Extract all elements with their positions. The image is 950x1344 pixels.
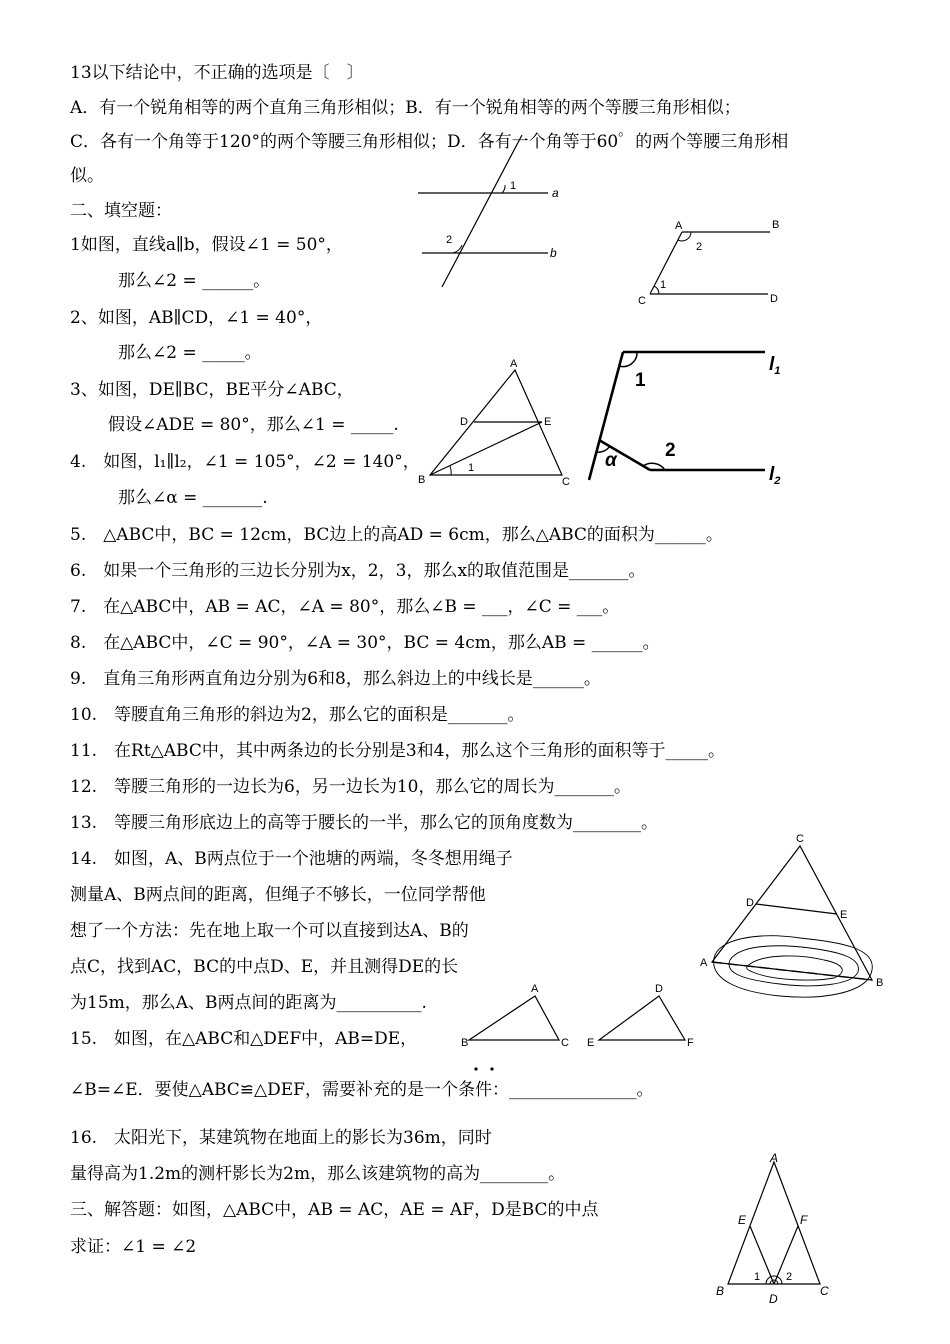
fig2-point-a-label: A bbox=[675, 220, 683, 232]
fill-q6: 6. 如果一个三角形的三边长分别为x，2，3，那么x的取值范围是_______。 bbox=[70, 561, 646, 581]
fill-q4-blank: 那么∠α = _______. bbox=[118, 488, 268, 508]
fig6-point-b-label: B bbox=[461, 1037, 469, 1049]
fig7-angle-1-label: 1 bbox=[754, 1271, 761, 1283]
fig7-point-e-label: E bbox=[738, 1213, 747, 1227]
fig6-point-f-label: F bbox=[687, 1037, 694, 1049]
fig2-angle-1-label: 1 bbox=[660, 279, 667, 291]
section-fill-in-heading: 二、填空题： bbox=[70, 201, 172, 221]
fill-q1-stem: 1如图，直线a∥b，假设∠1 = 50°， bbox=[70, 235, 343, 255]
figure-isosceles-proof bbox=[710, 1148, 840, 1306]
fig4-angle-1-label: 1 bbox=[635, 370, 646, 391]
fill-q10: 10. 等腰直角三角形的斜边为2，那么它的面积是_______。 bbox=[70, 705, 525, 725]
fig6-point-d-label: D bbox=[655, 983, 663, 995]
fill-q14-line1: 14. 如图，A、B两点位于一个池塘的两端，冬冬想用绳子 bbox=[70, 849, 513, 869]
fill-q4-stem: 4. 如图，l₁∥l₂，∠1 = 105°，∠2 = 140°， bbox=[70, 452, 420, 472]
fig1-angle-2-label: 2 bbox=[446, 234, 453, 246]
q13-options-cd: C．各有一个角等于120°的两个等腰三角形相似；D．各有一个角等于60゜的两个等腰三角形相 bbox=[70, 132, 789, 152]
fig1-line-a-label: a bbox=[552, 186, 559, 200]
fig7-angle-2-label: 2 bbox=[786, 1271, 793, 1283]
fig6-point-c-label: C bbox=[561, 1037, 569, 1049]
fill-q7: 7. 在△ABC中，AB = AC，∠A = 80°，那么∠B = ___，∠C = ___。 bbox=[70, 597, 620, 617]
figure-ab-parallel-cd bbox=[630, 212, 790, 312]
fig4-l2-label: $l_2$ bbox=[769, 464, 781, 487]
fig3-point-a-label: A bbox=[510, 358, 518, 370]
fig5-point-e-label: E bbox=[840, 909, 848, 921]
fig7-point-f-label: F bbox=[800, 1213, 808, 1227]
figure-triangles-abc-def bbox=[455, 982, 705, 1052]
fill-q1-blank: 那么∠2 = ______。 bbox=[118, 271, 271, 291]
fill-q13: 13. 等腰三角形底边上的高等于腰长的一半，那么它的顶角度数为________。 bbox=[70, 813, 659, 833]
fig3-point-b-label: B bbox=[418, 474, 426, 486]
fig7-point-c-label: C bbox=[820, 1284, 829, 1298]
fig5-point-a-label: A bbox=[700, 957, 708, 969]
fig4-angle-2-label: 2 bbox=[665, 440, 676, 461]
fig1-line-b-label: b bbox=[550, 246, 557, 260]
fig2-point-c-label: C bbox=[638, 295, 646, 307]
fill-q15-line1: 15. 如图，在△ABC和△DEF中，AB=DE， bbox=[70, 1029, 418, 1049]
fill-q8: 8. 在△ABC中，∠C = 90°，∠A = 30°，BC = 4cm，那么AB = ______。 bbox=[70, 633, 660, 653]
figure-pond-triangle bbox=[700, 830, 890, 1010]
fill-q5: 5. △ABC中，BC = 12cm，BC边上的高AD = 6cm，那么△ABC的面积为______。 bbox=[70, 525, 723, 545]
fig5-point-c-label: C bbox=[796, 833, 804, 845]
emphasis-dots bbox=[470, 1064, 500, 1074]
fig3-point-e-label: E bbox=[544, 416, 552, 428]
fill-q16-line2: 量得高为1.2m的测杆影长为2m，那么该建筑物的高为________。 bbox=[70, 1164, 566, 1184]
fig7-point-a-label: A bbox=[770, 1151, 779, 1165]
fig6-point-a-label: A bbox=[531, 983, 539, 995]
fill-q3-stem: 3、如图，DE∥BC，BE平分∠ABC， bbox=[70, 380, 354, 400]
fill-q15-line2: ∠B=∠E．要使△ABC≌△DEF，需要补充的是一个条件：_______________。 bbox=[70, 1080, 654, 1100]
fig6-point-e-label: E bbox=[587, 1037, 595, 1049]
fig7-point-d-label: D bbox=[769, 1292, 778, 1306]
q13-stem: 13以下结论中，不正确的选项是〔 〕 bbox=[70, 63, 364, 83]
fill-q12: 12. 等腰三角形的一边长为6，另一边长为10，那么它的周长为_______。 bbox=[70, 777, 631, 797]
fig5-point-b-label: B bbox=[876, 977, 884, 989]
figure-parallel-lines-ab bbox=[400, 135, 580, 295]
fill-q2-stem: 2、如图，AB∥CD，∠1 = 40°， bbox=[70, 308, 323, 328]
fill-q2-blank: 那么∠2 = _____。 bbox=[118, 343, 262, 363]
fig3-point-d-label: D bbox=[460, 416, 468, 428]
q13-options-cd-continued: 似。 bbox=[70, 166, 104, 186]
fill-q14-line3: 想了一个方法：先在地上取一个可以直接到达A、B的 bbox=[70, 921, 469, 941]
section-proof-heading: 三、解答题：如图，△ABC中，AB = AC，AE = AF，D是BC的中点 bbox=[70, 1200, 599, 1220]
q13-options-ab: A．有一个锐角相等的两个直角三角形相似；B．有一个锐角相等的两个等腰三角形相似； bbox=[70, 98, 741, 118]
fig4-l1-label: $l_1$ bbox=[769, 354, 781, 377]
fig2-point-d-label: D bbox=[770, 293, 778, 305]
fill-q9: 9. 直角三角形两直角边分别为6和8，那么斜边上的中线长是______。 bbox=[70, 669, 601, 689]
fig3-angle-1-label: 1 bbox=[468, 462, 475, 474]
fig5-point-d-label: D bbox=[746, 897, 754, 909]
fig3-point-c-label: C bbox=[562, 476, 570, 488]
fig1-angle-1-label: 1 bbox=[510, 180, 517, 192]
fill-q16-line1: 16. 太阳光下，某建筑物在地面上的影长为36m，同时 bbox=[70, 1128, 492, 1148]
fill-q11: 11. 在Rt△ABC中，其中两条边的长分别是3和4，那么这个三角形的面积等于_____。 bbox=[70, 741, 725, 761]
fill-q14-line4: 点C，找到AC，BC的中点D、E，并且测得DE的长 bbox=[70, 957, 459, 977]
fill-q14-line5: 为15m，那么A、B两点间的距离为__________. bbox=[70, 993, 427, 1013]
proof-statement: 求证：∠1 = ∠2 bbox=[70, 1237, 197, 1257]
fig2-angle-2-label: 2 bbox=[696, 241, 703, 253]
figure-triangle-de-parallel-bc bbox=[412, 355, 582, 490]
fig2-point-b-label: B bbox=[772, 219, 780, 231]
figure-l1-parallel-l2 bbox=[585, 340, 800, 490]
fill-q3-blank: 假设∠ADE = 80°，那么∠1 = _____. bbox=[108, 415, 399, 435]
fig4-alpha-label: α bbox=[605, 450, 617, 471]
fill-q14-line2: 测量A、B两点间的距离，但绳子不够长，一位同学帮他 bbox=[70, 885, 486, 905]
fig7-point-b-label: B bbox=[716, 1284, 725, 1298]
